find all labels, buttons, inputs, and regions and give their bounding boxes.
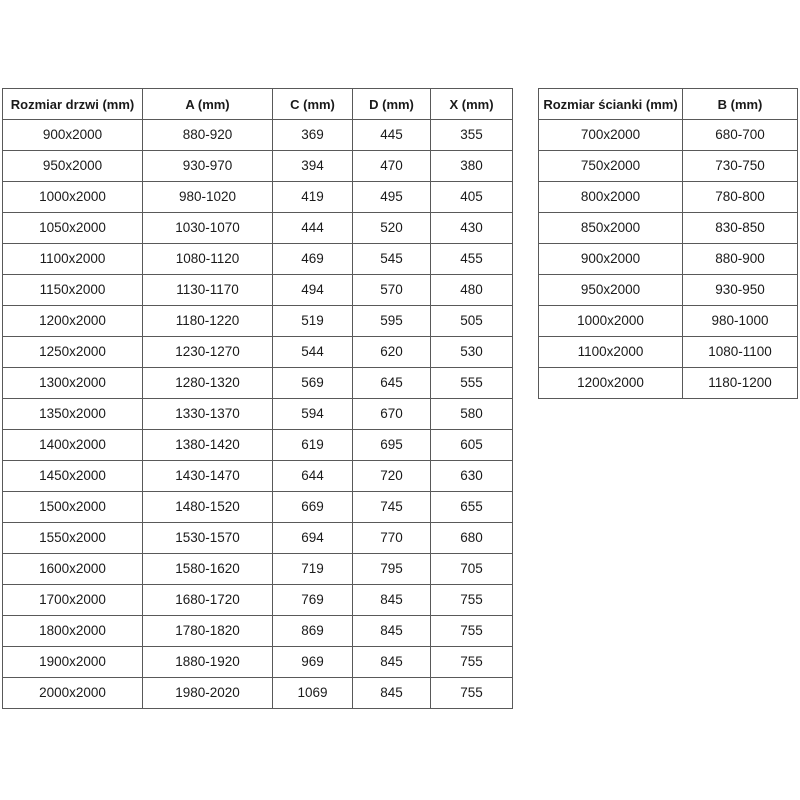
table-cell: 755: [431, 678, 513, 709]
table-row: [539, 151, 798, 182]
table-row: [3, 275, 513, 306]
table-row: [539, 182, 798, 213]
table-cell: 1880-1920: [143, 647, 273, 678]
table-cell: 694: [273, 523, 353, 554]
table-cell: 1200x2000: [3, 306, 143, 337]
table-cell: 470: [353, 151, 431, 182]
table-cell: 1180-1220: [143, 306, 273, 337]
table-row: [539, 306, 798, 337]
table-cell: 1000x2000: [539, 306, 683, 337]
table-cell: 1030-1070: [143, 213, 273, 244]
table-cell: 620: [353, 337, 431, 368]
table-cell: 850x2000: [539, 213, 683, 244]
table-cell: 1800x2000: [3, 616, 143, 647]
table-row: [3, 461, 513, 492]
table-cell: 1700x2000: [3, 585, 143, 616]
table-cell: 1400x2000: [3, 430, 143, 461]
table-cell: 1280-1320: [143, 368, 273, 399]
column-header: C (mm): [273, 89, 353, 120]
header-row: [539, 89, 798, 120]
table-row: [3, 616, 513, 647]
table-cell: 720: [353, 461, 431, 492]
table-cell: 1600x2000: [3, 554, 143, 585]
wall-size-table: [538, 88, 798, 399]
table-cell: 430: [431, 213, 513, 244]
table-cell: 695: [353, 430, 431, 461]
table-cell: 655: [431, 492, 513, 523]
table-cell: 1100x2000: [539, 337, 683, 368]
table-cell: 770: [353, 523, 431, 554]
table-cell: 700x2000: [539, 120, 683, 151]
table-cell: 1080-1100: [683, 337, 798, 368]
table-cell: 980-1020: [143, 182, 273, 213]
table-row: [539, 368, 798, 399]
table-row: [3, 430, 513, 461]
table-cell: 880-900: [683, 244, 798, 275]
table-cell: 669: [273, 492, 353, 523]
table-cell: 930-950: [683, 275, 798, 306]
table-row: [539, 275, 798, 306]
table-row: [3, 523, 513, 554]
table-cell: 494: [273, 275, 353, 306]
table-cell: 644: [273, 461, 353, 492]
table-row: [3, 244, 513, 275]
table-cell: 545: [353, 244, 431, 275]
table-cell: 1130-1170: [143, 275, 273, 306]
table-cell: 670: [353, 399, 431, 430]
table-cell: 1069: [273, 678, 353, 709]
table-cell: 1680-1720: [143, 585, 273, 616]
table-cell: 1480-1520: [143, 492, 273, 523]
table-cell: 1500x2000: [3, 492, 143, 523]
table-row: [3, 120, 513, 151]
table-cell: 719: [273, 554, 353, 585]
table-cell: 380: [431, 151, 513, 182]
column-header: D (mm): [353, 89, 431, 120]
table-row: [3, 554, 513, 585]
table-cell: 1150x2000: [3, 275, 143, 306]
table-cell: 444: [273, 213, 353, 244]
table-cell: 495: [353, 182, 431, 213]
table-cell: 780-800: [683, 182, 798, 213]
table-cell: 369: [273, 120, 353, 151]
table-cell: 845: [353, 585, 431, 616]
table-cell: 2000x2000: [3, 678, 143, 709]
table-cell: 630: [431, 461, 513, 492]
table-cell: 594: [273, 399, 353, 430]
column-header: Rozmiar ścianki (mm): [539, 89, 683, 120]
table-cell: 570: [353, 275, 431, 306]
table-cell: 705: [431, 554, 513, 585]
table-cell: 969: [273, 647, 353, 678]
table-cell: 980-1000: [683, 306, 798, 337]
table-cell: 1200x2000: [539, 368, 683, 399]
table-cell: 830-850: [683, 213, 798, 244]
table-row: [3, 182, 513, 213]
table-cell: 800x2000: [539, 182, 683, 213]
table-cell: 1530-1570: [143, 523, 273, 554]
table-row: [3, 151, 513, 182]
table-cell: 519: [273, 306, 353, 337]
table-cell: 469: [273, 244, 353, 275]
column-header: Rozmiar drzwi (mm): [3, 89, 143, 120]
table-cell: 480: [431, 275, 513, 306]
table-cell: 645: [353, 368, 431, 399]
table-row: [3, 678, 513, 709]
table-cell: 1230-1270: [143, 337, 273, 368]
door-size-table: [2, 88, 513, 709]
table-cell: 1100x2000: [3, 244, 143, 275]
table-cell: 1380-1420: [143, 430, 273, 461]
table-cell: 680-700: [683, 120, 798, 151]
table-cell: 595: [353, 306, 431, 337]
table-cell: 544: [273, 337, 353, 368]
table-cell: 1000x2000: [3, 182, 143, 213]
table-cell: 455: [431, 244, 513, 275]
table-row: [539, 213, 798, 244]
table-cell: 1330-1370: [143, 399, 273, 430]
table-cell: 755: [431, 585, 513, 616]
table-cell: 555: [431, 368, 513, 399]
table-cell: 1550x2000: [3, 523, 143, 554]
table-cell: 950x2000: [3, 151, 143, 182]
table-cell: 900x2000: [3, 120, 143, 151]
table-cell: 1350x2000: [3, 399, 143, 430]
table-row: [3, 399, 513, 430]
table-row: [3, 213, 513, 244]
table-row: [3, 585, 513, 616]
table-cell: 605: [431, 430, 513, 461]
table-row: [539, 337, 798, 368]
table-cell: 1900x2000: [3, 647, 143, 678]
table-cell: 419: [273, 182, 353, 213]
table-cell: 530: [431, 337, 513, 368]
table-cell: 505: [431, 306, 513, 337]
table-cell: 1250x2000: [3, 337, 143, 368]
table-cell: 750x2000: [539, 151, 683, 182]
table-row: [3, 492, 513, 523]
table-row: [3, 306, 513, 337]
table-cell: 1300x2000: [3, 368, 143, 399]
table-cell: 355: [431, 120, 513, 151]
table-cell: 730-750: [683, 151, 798, 182]
table-cell: 1580-1620: [143, 554, 273, 585]
table-cell: 880-920: [143, 120, 273, 151]
table-cell: 680: [431, 523, 513, 554]
table-cell: 1780-1820: [143, 616, 273, 647]
table-cell: 394: [273, 151, 353, 182]
table-row: [3, 368, 513, 399]
column-header: X (mm): [431, 89, 513, 120]
column-header: A (mm): [143, 89, 273, 120]
column-header: B (mm): [683, 89, 798, 120]
table-cell: 845: [353, 678, 431, 709]
table-cell: 930-970: [143, 151, 273, 182]
table-cell: 445: [353, 120, 431, 151]
table-cell: 769: [273, 585, 353, 616]
table-cell: 1430-1470: [143, 461, 273, 492]
table-cell: 569: [273, 368, 353, 399]
table-cell: 845: [353, 616, 431, 647]
table-cell: 580: [431, 399, 513, 430]
table-cell: 795: [353, 554, 431, 585]
table-cell: 745: [353, 492, 431, 523]
table-cell: 755: [431, 616, 513, 647]
table-row: [3, 337, 513, 368]
table-row: [539, 244, 798, 275]
table-cell: 1980-2020: [143, 678, 273, 709]
table-cell: 845: [353, 647, 431, 678]
header-row: [3, 89, 513, 120]
table-cell: 900x2000: [539, 244, 683, 275]
table-cell: 950x2000: [539, 275, 683, 306]
table-cell: 755: [431, 647, 513, 678]
table-cell: 619: [273, 430, 353, 461]
table-cell: 520: [353, 213, 431, 244]
table-cell: 1080-1120: [143, 244, 273, 275]
table-cell: 1180-1200: [683, 368, 798, 399]
table-row: [3, 647, 513, 678]
table-cell: 1050x2000: [3, 213, 143, 244]
table-row: [539, 120, 798, 151]
table-cell: 405: [431, 182, 513, 213]
table-cell: 1450x2000: [3, 461, 143, 492]
table-cell: 869: [273, 616, 353, 647]
